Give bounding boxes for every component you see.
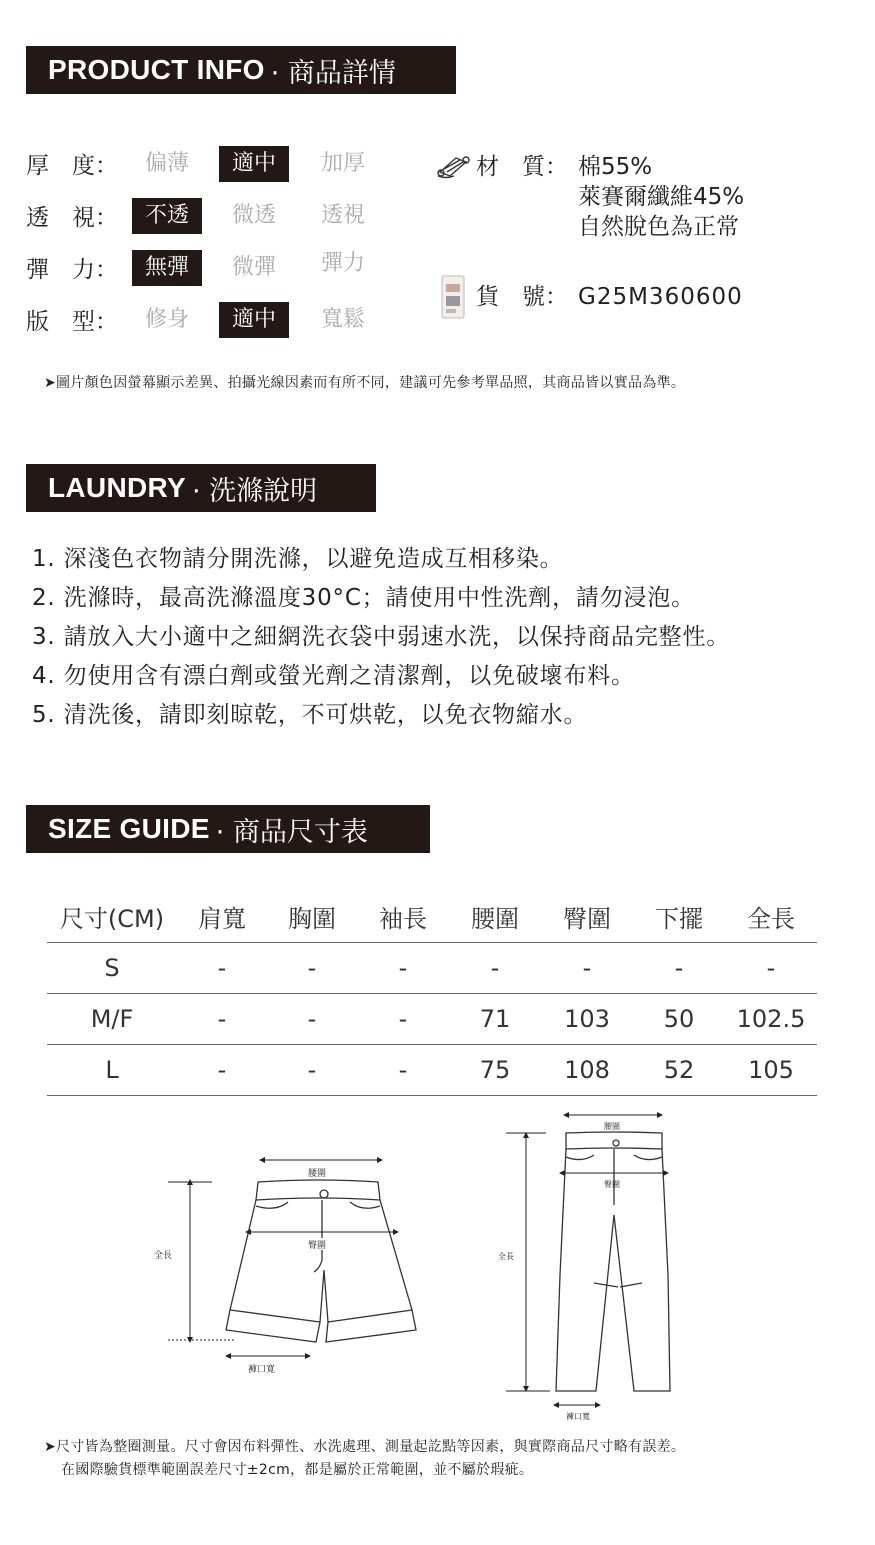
size-table [47,890,817,1096]
trousers-measurement-diagram [490,1105,690,1425]
sku-value: G25M360600 [578,284,743,310]
column-header-sleeve: 袖長 [357,890,449,943]
table-cell: L [47,1045,177,1096]
diagram-label-hip: 臀圍 [604,1180,620,1189]
sku-label: 貨 號： [476,284,568,310]
table-cell: - [177,943,267,994]
material-line-3: 自然脫色為正常 [578,214,739,240]
column-header-waist: 腰圍 [449,890,541,943]
attr-label: 版 型： [26,309,118,335]
column-header-length: 全長 [725,890,817,943]
table-cell: 52 [633,1045,725,1096]
size-guide-header [26,805,430,853]
product-info-header-en: PRODUCT INFO [48,54,265,85]
attr-option: 偏薄 [144,151,189,176]
table-cell: - [267,994,357,1045]
diagram-label-length: 全長 [498,1252,514,1261]
table-row [47,1045,817,1096]
tag-icon [440,274,466,320]
table-cell: 71 [449,994,541,1045]
attr-option: 微透 [231,203,276,228]
diagram-label-length: 全長 [154,1251,173,1261]
table-cell: 102.5 [725,994,817,1045]
material-line-2: 萊賽爾纖維45% [578,184,745,210]
table-cell: - [725,943,817,994]
diagram-label-hem: 褲口寬 [248,1365,276,1375]
material-line-1: 棉55% [578,154,653,180]
laundry-header-zh: · 洗滌說明 [191,475,318,507]
table-cell: - [449,943,541,994]
column-header-shoulder: 肩寬 [177,890,267,943]
laundry-list [32,540,730,735]
laundry-header [26,464,376,512]
table-cell: - [357,943,449,994]
table-cell: - [633,943,725,994]
attr-label: 透 視： [26,205,118,231]
size-guide-header-zh: · 商品尺寸表 [215,816,368,848]
table-cell: - [267,943,357,994]
table-cell: 105 [725,1045,817,1096]
attr-option: 加厚 [320,151,365,176]
product-info-header [26,46,456,94]
table-cell: 75 [449,1045,541,1096]
attr-option-selected: 適中 [219,302,289,338]
size-guide-header-en: SIZE GUIDE [48,813,210,844]
attr-label: 彈 力： [26,257,118,283]
table-cell: 50 [633,994,725,1045]
color-disclaimer: ➤圖片顏色因螢幕顯示差異、拍攝光線因素而有所不同，建議可先參考單品照，其商品皆以實品為準。 [44,375,686,391]
table-cell: 108 [541,1045,633,1096]
laundry-item: 3. 請放入大小適中之細網洗衣袋中弱速水洗，以保持商品完整性。 [32,624,731,650]
diagram-label-waist: 腰圍 [604,1122,620,1131]
laundry-item: 5. 清洗後，請即刻晾乾，不可烘乾，以免衣物縮水。 [32,702,588,728]
product-info-header-zh: · 商品詳情 [270,57,396,89]
attr-option-selected: 適中 [219,146,289,182]
table-cell: - [541,943,633,994]
column-header-chest: 胸圍 [267,890,357,943]
attr-option: 寬鬆 [320,307,365,332]
diagram-label-waist: 腰圍 [308,1169,327,1179]
attr-option: 修身 [144,307,189,332]
table-cell: - [357,1045,449,1096]
table-cell: S [47,943,177,994]
laundry-item: 1. 深淺色衣物請分開洗滌，以避免造成互相移染。 [32,546,564,572]
size-note-line-1: ➤尺寸皆為整圈測量。尺寸會因布料彈性、水洗處理、測量起訖點等因素，與實際商品尺寸略有誤差。 [44,1439,686,1455]
table-cell: - [177,1045,267,1096]
table-cell: - [267,1045,357,1096]
table-cell: - [177,994,267,1045]
table-cell: - [357,994,449,1045]
laundry-header-en: LAUNDRY [48,472,186,503]
attr-option: 微彈 [231,255,276,280]
column-header-size: 尺寸(CM) [47,890,177,943]
thread-spool-icon [436,152,472,180]
table-row [47,994,817,1045]
laundry-item: 4. 勿使用含有漂白劑或螢光劑之清潔劑，以免破壞布料。 [32,663,635,689]
laundry-item: 2. 洗滌時，最高洗滌溫度30°C；請使用中性洗劑，請勿浸泡。 [32,585,695,611]
shorts-measurement-diagram [150,1150,440,1380]
material-label: 材 質： [476,154,568,180]
attr-option: 彈力 [320,251,365,276]
attr-option-selected: 不透 [132,198,202,234]
table-cell: 103 [541,994,633,1045]
column-header-hem: 下擺 [633,890,725,943]
table-cell: M/F [47,994,177,1045]
attr-option: 透視 [320,203,365,228]
diagram-label-hem: 褲口寬 [566,1412,590,1421]
table-row [47,943,817,994]
diagram-label-hip: 臀圍 [308,1241,327,1251]
attr-option-selected: 無彈 [132,250,202,286]
size-note-line-2: 在國際驗貨標準範圍誤差尺寸±2cm，都是屬於正常範圍，並不屬於瑕疵。 [61,1462,534,1478]
column-header-hip: 臀圍 [541,890,633,943]
attr-label: 厚 度： [26,153,118,179]
size-table-header-row [47,890,817,943]
